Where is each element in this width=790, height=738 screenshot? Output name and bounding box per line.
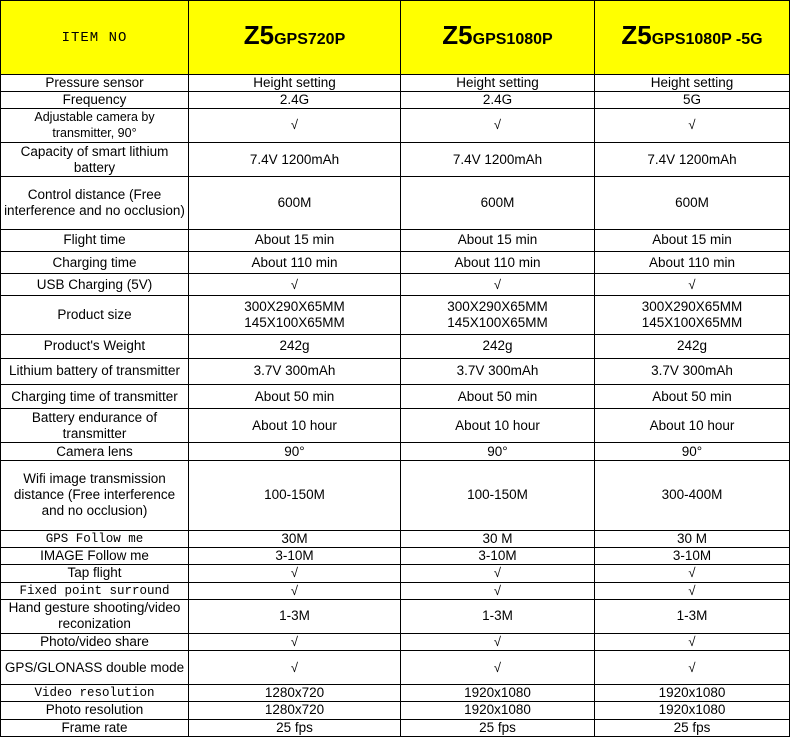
check-icon: √: [401, 633, 595, 650]
row-value: 90°: [595, 443, 790, 460]
table-row: [1, 633, 790, 650]
check-icon: √: [401, 651, 595, 685]
table-row: [1, 702, 790, 719]
model-header-3: Z5GPS1080P -5G: [595, 1, 790, 75]
row-label: Wifi image transmission distance (Free interference and no occlusion): [1, 460, 189, 531]
row-value: 1920x1080: [595, 702, 790, 719]
row-value: 1920x1080: [401, 685, 595, 702]
row-value: About 15 min: [595, 229, 790, 251]
row-value: 30M: [189, 531, 401, 548]
table-row: [1, 565, 790, 582]
row-value: 1280x720: [189, 685, 401, 702]
row-value: 7.4V 1200mAh: [401, 143, 595, 177]
row-label: IMAGE Follow me: [1, 548, 189, 565]
row-value: 300-400M: [595, 460, 790, 531]
table-row: [1, 443, 790, 460]
row-label: Photo resolution: [1, 702, 189, 719]
row-label: Battery endurance of transmitter: [1, 409, 189, 443]
check-icon: √: [189, 651, 401, 685]
row-value: 1-3M: [401, 599, 595, 633]
row-value: 242g: [401, 334, 595, 358]
row-value: 30 M: [595, 531, 790, 548]
row-value: 600M: [401, 177, 595, 229]
check-icon: √: [595, 582, 790, 599]
row-value: 7.4V 1200mAh: [595, 143, 790, 177]
row-value: About 110 min: [595, 251, 790, 273]
row-label: GPS Follow me: [1, 531, 189, 548]
row-value: 90°: [401, 443, 595, 460]
table-row: [1, 229, 790, 251]
row-label: GPS/GLONASS double mode: [1, 651, 189, 685]
row-label: Lithium battery of transmitter: [1, 358, 189, 384]
check-icon: √: [189, 582, 401, 599]
row-value: 600M: [189, 177, 401, 229]
table-row: [1, 177, 790, 229]
row-value: 5G: [595, 91, 790, 108]
row-label: USB Charging (5V): [1, 274, 189, 296]
table-row: [1, 334, 790, 358]
table-row: [1, 251, 790, 273]
row-value: 100-150M: [189, 460, 401, 531]
table-row: [1, 531, 790, 548]
row-value: 90°: [189, 443, 401, 460]
table-row: [1, 296, 790, 334]
table-row: [1, 582, 790, 599]
row-label: Product size: [1, 296, 189, 334]
row-value: 1-3M: [189, 599, 401, 633]
row-value: About 110 min: [189, 251, 401, 273]
header-row: [1, 1, 790, 75]
table-row: [1, 385, 790, 409]
row-value: About 50 min: [189, 385, 401, 409]
row-value: 3-10M: [401, 548, 595, 565]
row-value: 2.4G: [189, 91, 401, 108]
check-icon: √: [401, 582, 595, 599]
row-value: 242g: [189, 334, 401, 358]
row-value: About 110 min: [401, 251, 595, 273]
row-value: About 15 min: [401, 229, 595, 251]
row-value: 3.7V 300mAh: [189, 358, 401, 384]
row-value: 1920x1080: [401, 702, 595, 719]
check-icon: √: [189, 274, 401, 296]
item-no-header: ITEM NO: [1, 1, 189, 75]
table-row: [1, 358, 790, 384]
row-label: Frame rate: [1, 719, 189, 736]
row-label: Video resolution: [1, 685, 189, 702]
row-value: 242g: [595, 334, 790, 358]
row-label: Fixed point surround: [1, 582, 189, 599]
row-value: About 50 min: [595, 385, 790, 409]
row-value: 3.7V 300mAh: [401, 358, 595, 384]
check-icon: √: [595, 651, 790, 685]
row-value: About 10 hour: [595, 409, 790, 443]
check-icon: √: [189, 565, 401, 582]
row-value: About 10 hour: [189, 409, 401, 443]
check-icon: √: [595, 565, 790, 582]
row-value: 1-3M: [595, 599, 790, 633]
row-value: 7.4V 1200mAh: [189, 143, 401, 177]
row-value: 30 M: [401, 531, 595, 548]
check-icon: √: [595, 108, 790, 142]
row-value: 100-150M: [401, 460, 595, 531]
row-label: Photo/video share: [1, 633, 189, 650]
row-value: 600M: [595, 177, 790, 229]
row-label: Camera lens: [1, 443, 189, 460]
check-icon: √: [401, 108, 595, 142]
row-value: 25 fps: [595, 719, 790, 736]
row-value: Height setting: [595, 74, 790, 91]
row-label: Hand gesture shooting/video reconization: [1, 599, 189, 633]
row-label: Charging time of transmitter: [1, 385, 189, 409]
row-label: Frequency: [1, 91, 189, 108]
row-label: Product's Weight: [1, 334, 189, 358]
check-icon: √: [401, 274, 595, 296]
row-value: 25 fps: [401, 719, 595, 736]
row-label: Capacity of smart lithium battery: [1, 143, 189, 177]
row-value: About 10 hour: [401, 409, 595, 443]
check-icon: √: [189, 108, 401, 142]
row-value: About 50 min: [401, 385, 595, 409]
row-label: Pressure sensor: [1, 74, 189, 91]
row-label: Charging time: [1, 251, 189, 273]
row-value: 3.7V 300mAh: [595, 358, 790, 384]
check-icon: √: [595, 274, 790, 296]
row-label: Tap flight: [1, 565, 189, 582]
row-value: About 15 min: [189, 229, 401, 251]
row-value: 300X290X65MM 145X100X65MM: [401, 296, 595, 334]
row-value: 3-10M: [595, 548, 790, 565]
row-value: Height setting: [401, 74, 595, 91]
table-row: [1, 548, 790, 565]
table-row: [1, 719, 790, 736]
table-row: [1, 74, 790, 91]
check-icon: √: [189, 633, 401, 650]
row-value: Height setting: [189, 74, 401, 91]
row-value: 2.4G: [401, 91, 595, 108]
table-row: [1, 599, 790, 633]
table-row: [1, 274, 790, 296]
row-value: 25 fps: [189, 719, 401, 736]
row-label: Adjustable camera by transmitter, 90°: [1, 108, 189, 142]
row-label: Flight time: [1, 229, 189, 251]
row-value: 1920x1080: [595, 685, 790, 702]
row-value: 1280x720: [189, 702, 401, 719]
model-header-1: Z5GPS720P: [189, 1, 401, 75]
table-row: [1, 460, 790, 531]
table-row: [1, 143, 790, 177]
row-value: 3-10M: [189, 548, 401, 565]
model-header-2: Z5GPS1080P: [401, 1, 595, 75]
row-value: 300X290X65MM 145X100X65MM: [595, 296, 790, 334]
table-row: [1, 91, 790, 108]
table-row: [1, 108, 790, 142]
check-icon: √: [401, 565, 595, 582]
table-row: [1, 409, 790, 443]
table-row: [1, 651, 790, 685]
row-label: Control distance (Free interference and no occlusion): [1, 177, 189, 229]
check-icon: √: [595, 633, 790, 650]
row-value: 300X290X65MM 145X100X65MM: [189, 296, 401, 334]
table-row: [1, 685, 790, 702]
